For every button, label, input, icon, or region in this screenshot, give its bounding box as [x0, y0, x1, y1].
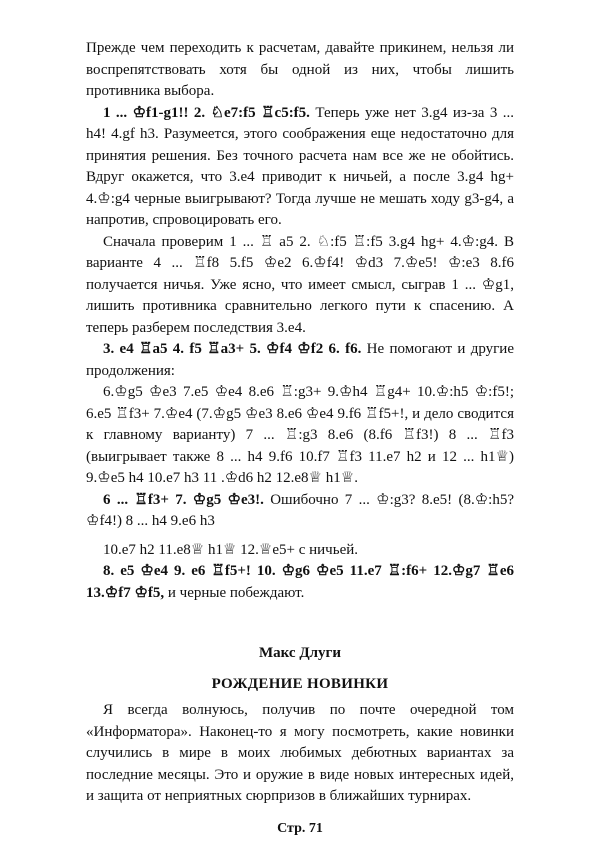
main-text [86, 38, 514, 604]
move-notation: 1 ... ♔f1-g1!! 2. ♘e7:f5 ♖c5:f5. [103, 104, 310, 121]
paragraph [86, 339, 514, 382]
commentary-text: Сначала проверим 1 ... ♖ a5 2. ♘:f5 ♖:f5 3.g4 hg+ 4.♔:g4. В варианте 4 ... ♖f8 5.f5 ♔e2 6.♔f4! ♔d3 7.♔e5! ♔:e3 8.f6 получается ничья. Уже ясно, что имеет смысл, сыграв 1 ... ♔g1, лишить противника сравнительно легкого пути к спасению. А теперь разберем последствия 3.е4. [86, 233, 514, 336]
move-notation: 6 ... ♖f3+ 7. ♔g5 ♔e3!. [103, 491, 264, 508]
commentary-text: и черные побеждают. [164, 584, 305, 601]
commentary-text: Не помогают и другие продолжения: [86, 341, 514, 379]
article-title: РОЖДЕНИЕ НОВИНКИ [211, 676, 389, 692]
move-notation: 8. e5 ♔e4 9. e6 ♖f5+! 10. ♔g6 ♔e5 11.e7 ♖:f6+ 12.♔g7 ♖e6 13.♔f7 ♔f5, [86, 563, 514, 601]
commentary-text: 6.♔g5 ♔e3 7.e5 ♔e4 8.e6 ♖:g3+ 9.♔h4 ♖g4+ 10.♔:h5 ♔:f5!; 6.e5 ♖f3+ 7.♔e4 (7.♔g5 ♔e3 8.e6 ♔e4 9.f6 ♖f5+!, и дело сводится к главному варианту) 7 ... ♖:g3 8.e6 (8.f6 ♖f3!) 8 ... ♖f3 (выигрывает также 8 ... h4 9.f6 10.f7 ♖f3 11.e7 h2 и 12 ... h1♕) 9.♔e5 h4 10.e7 h3 11 .♔d6 h2 12.e8♕ h1♕. [86, 384, 514, 486]
paragraph [86, 382, 514, 490]
paragraph [86, 103, 514, 232]
page-number: Стр. 71 [277, 821, 323, 836]
commentary-text: Прежде чем переходить к расчетам, давайте прикинем, нельзя ли воспрепятствовать хотя бы одной из них, чтобы лишить противника выбора. [86, 40, 514, 99]
paragraph [86, 38, 514, 103]
move-notation: 3. e4 ♖a5 4. f5 ♖a3+ 5. ♔f4 ♔f2 6. f6. [103, 341, 362, 357]
paragraph [86, 490, 514, 533]
paragraph [86, 232, 514, 340]
paragraph [86, 540, 514, 562]
commentary-text: Теперь уже нет 3.g4 из-за 3 ... h4! 4.gf h3. Разумеется, этого соображения еще недостаточно для принятия решения. Без точного расчета нам все же не обойтись. Вдруг окажется, что 3.е4 приводит к ничьей, а после 3.g4 hg+ 4.♔:g4 черные выигрывают? Тогда лучше не мешать ходу g3-g4, а напротив, спровоцировать его. [86, 104, 514, 228]
paragraph [86, 561, 514, 604]
article-intro: Я всегда волнуюсь, получив по почте очередной том «Информатора». Наконец-то я могу посмотреть, какие новинки случились в мире в моих любимых дебютных вариантах за последние месяцы. Это и оружие в виде новых интересных идей, и защита от неприятных сюрпризов в ближайших турнирах. [86, 702, 514, 804]
commentary-text: Ошибочно 7 ... ♔:g3? 8.e5! (8.♔:h5? ♔f4!) 8 ... h4 9.e6 h3 [86, 491, 515, 529]
article-author: Макс Длуги [258, 645, 342, 661]
commentary-text: 10.e7 h2 11.e8♕ h1♕ 12.♕e5+ с ничьей. [103, 541, 358, 558]
